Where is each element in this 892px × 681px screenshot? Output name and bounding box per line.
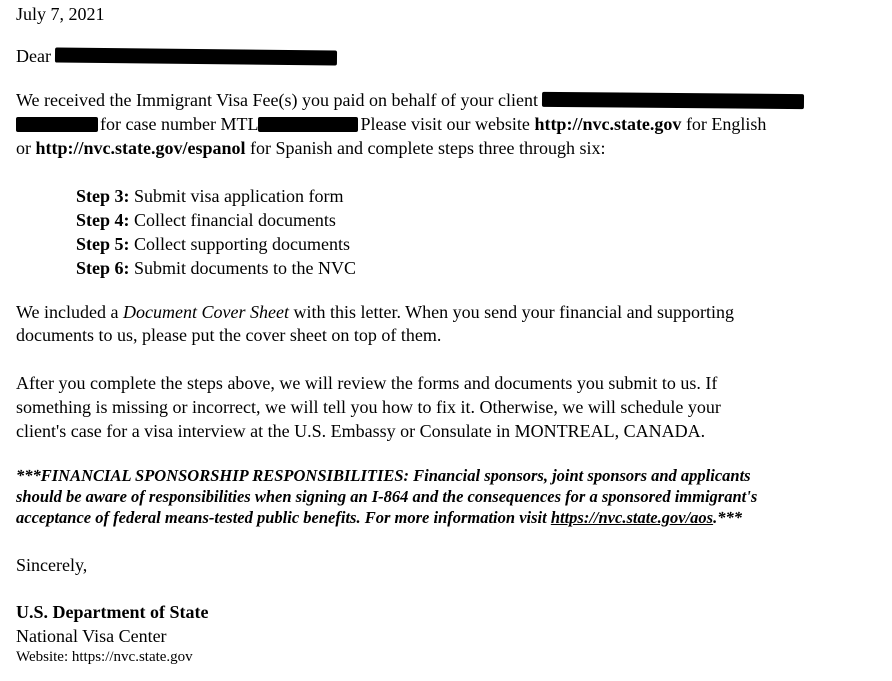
para2-text-1: We included a <box>16 302 119 322</box>
step-label: Step 6: <box>76 258 130 278</box>
financial-notice-line1: ***FINANCIAL SPONSORSHIP RESPONSIBILITIES: Financial sponsors, joint sponsors and applicants <box>16 466 751 485</box>
step-item <box>76 185 343 207</box>
redacted-client-name-continued <box>16 117 98 132</box>
document-cover-sheet-name: Document Cover Sheet <box>123 302 289 322</box>
step-text: Submit documents to the NVC <box>134 258 356 278</box>
salutation-text: Dear <box>16 46 51 66</box>
para3-line2: something is missing or incorrect, we will tell you how to fix it. Otherwise, we will schedule your <box>16 397 721 417</box>
signature-org-text: U.S. Department of State <box>16 602 209 622</box>
signature-unit: National Visa Center <box>16 626 167 646</box>
para2-line2: documents to us, please put the cover sheet on top of them. <box>16 325 442 345</box>
para1-text-1: We received the Immigrant Visa Fee(s) you paid on behalf of your client <box>16 90 538 110</box>
redacted-recipient-name <box>55 48 337 66</box>
para2-line1 <box>16 301 734 323</box>
step-label: Step 5: <box>76 234 130 254</box>
signature-org <box>16 601 208 623</box>
redacted-case-number <box>258 117 358 132</box>
step-item <box>76 233 350 255</box>
financial-notice-text: acceptance of federal means-tested public benefits. For more information visit <box>16 508 547 527</box>
step-label: Step 4: <box>76 210 130 230</box>
para1-line2 <box>16 113 766 135</box>
signature-website: Website: https://nvc.state.gov <box>16 649 193 665</box>
step-item <box>76 257 356 279</box>
para1-text-3: Please visit our website <box>360 114 530 134</box>
step-text: Submit visa application form <box>134 186 344 206</box>
financial-notice-end: .*** <box>713 508 742 527</box>
salutation-line <box>16 45 337 67</box>
para1-line1 <box>16 89 804 111</box>
para1-text-2: for case number MTL <box>100 114 259 134</box>
step-label: Step 3: <box>76 186 130 206</box>
para2-text-2: with this letter. When you send your financial and supporting <box>293 302 735 322</box>
aos-link[interactable]: https://nvc.state.gov/aos <box>550 508 714 527</box>
step-item <box>76 209 336 231</box>
financial-notice-line3 <box>16 508 742 528</box>
para1-line3 <box>16 137 605 159</box>
redacted-client-name <box>542 92 804 109</box>
para1-text-6: for Spanish and complete steps three through six: <box>250 138 606 158</box>
para3-line3: client's case for a visa interview at the U.S. Embassy or Consulate in MONTREAL, CANADA. <box>16 421 706 441</box>
para1-text-4: for English <box>685 114 767 134</box>
letter-date: July 7, 2021 <box>16 4 105 24</box>
nvc-english-link[interactable]: http://nvc.state.gov <box>534 114 682 134</box>
financial-notice-line2: should be aware of responsibilities when signing an I-864 and the consequences for a sponsored immigrant's <box>16 487 758 506</box>
closing: Sincerely, <box>16 555 88 575</box>
step-text: Collect financial documents <box>134 210 336 230</box>
step-text: Collect supporting documents <box>134 234 350 254</box>
para1-text-5: or <box>16 138 31 158</box>
para3-line1: After you complete the steps above, we will review the forms and documents you submit to us. If <box>16 373 718 393</box>
nvc-spanish-link[interactable]: http://nvc.state.gov/espanol <box>35 138 246 158</box>
